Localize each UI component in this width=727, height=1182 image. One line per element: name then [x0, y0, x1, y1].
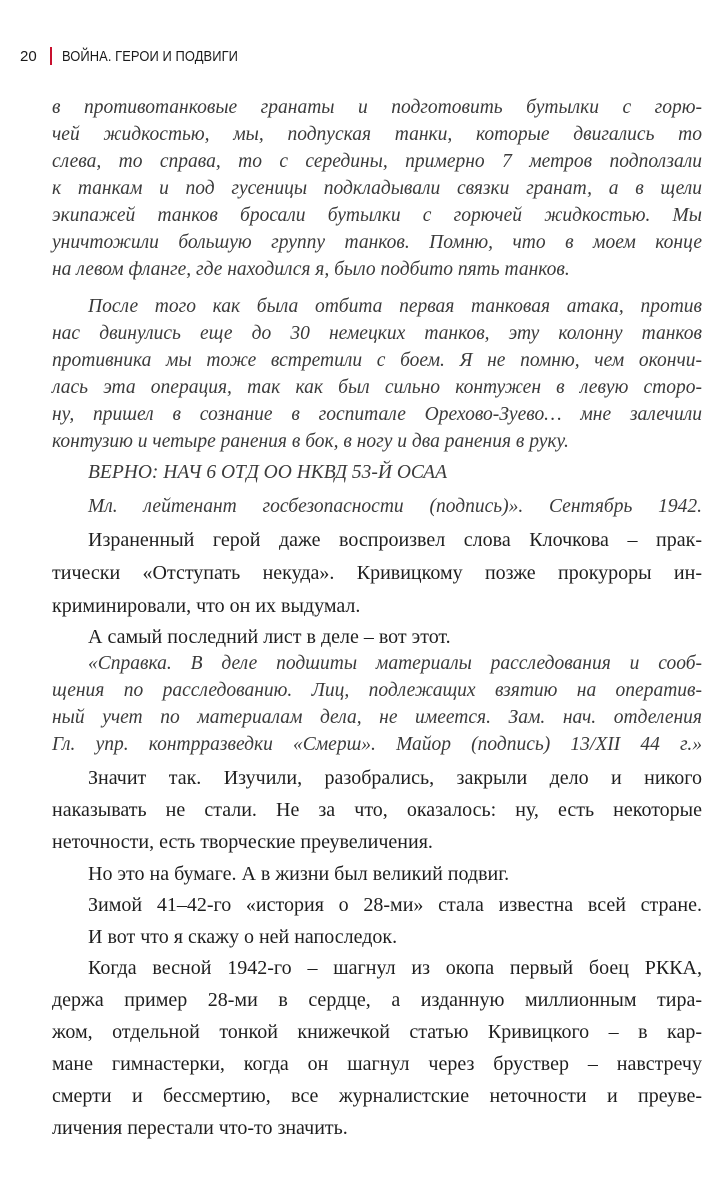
text-line: уничтожили большую группу танков. Помню, что в моем конце [52, 232, 702, 253]
text-line: неточности, есть творческие преувеличения. [52, 831, 433, 853]
text-line: Гл. упр. контрразведки «Смерш». Майор (подпись) 13/XII 44 г.» [52, 734, 702, 755]
text-line: жом, отдельной тонкой книжечкой статью Кривицкого – в кар- [52, 1021, 702, 1043]
text-line: ВЕРНО: НАЧ 6 ОТД ОО НКВД 53-Й ОСАА [88, 462, 448, 483]
text-line: И вот что я скажу о ней напоследок. [88, 926, 398, 948]
text-line: чей жидкостью, мы, подпуская танки, которые двигались то [52, 124, 702, 145]
text-line: слева, то справа, то с середины, примерно 7 метров подползали [52, 151, 702, 172]
running-header [20, 44, 266, 68]
text-line: к танкам и под гусеницы подкладывали связки гранат, а в щели [52, 178, 702, 199]
page-number: 20 [20, 47, 37, 65]
text-line: лась эта операция, так как был сильно контужен в левую сторо- [52, 377, 702, 398]
text-line: на левом фланге, где находился я, было подбито пять танков. [52, 259, 570, 280]
text-line: Израненный герой даже воспроизвел слова Клочкова – прак- [88, 529, 702, 551]
text-line: ну, пришел в сознание в госпитале Орехово-Зуево… мне залечили [52, 404, 702, 425]
text-line: противника мы тоже встретили с боем. Я не помню, чем окончи- [52, 350, 702, 371]
text-line: После того как была отбита первая танковая атака, против [88, 296, 702, 317]
header-divider [50, 47, 52, 65]
text-line: тически «Отступать некуда». Кривицкому позже прокуроры ин- [52, 562, 702, 584]
text-line: держа пример 28-ми в сердце, а изданную миллионным тира- [52, 989, 702, 1011]
text-line: личения перестали что-то значить. [52, 1117, 348, 1139]
text-line: экипажей танков бросали бутылки с горючей жидкостью. Мы [52, 205, 702, 226]
text-line: «Справка. В деле подшиты материалы расследования и сооб- [88, 653, 702, 674]
text-line: Но это на бумаге. А в жизни был великий подвиг. [88, 863, 510, 885]
text-line: Зимой 41–42-го «история о 28-ми» стала известна всей стране. [88, 894, 702, 916]
text-line: Мл. лейтенант госбезопасности (подпись)». Сентябрь 1942. [88, 496, 702, 517]
text-line: щения по расследованию. Лиц, подлежащих взятию на оператив- [52, 680, 702, 701]
running-title: ВОЙНА. ГЕРОИ И ПОДВИГИ [61, 47, 238, 65]
text-line: контузию и четыре ранения в бок, в ногу и два ранения в руку. [52, 431, 569, 452]
text-line: Когда весной 1942-го – шагнул из окопа первый боец РККА, [88, 957, 702, 979]
text-line: нас двинулись еще до 30 немецких танков, эту колонну танков [52, 323, 702, 344]
text-line: мане гимнастерки, когда он шагнул через бруствер – навстречу [52, 1053, 702, 1075]
text-line: в противотанковые гранаты и подготовить бутылки с горю- [52, 97, 702, 118]
text-line: криминировали, что он их выдумал. [52, 595, 361, 617]
text-line: Значит так. Изучили, разобрались, закрыли дело и никого [88, 767, 702, 789]
text-line: наказывать не стали. Не за что, оказалось: ну, есть некоторые [52, 799, 702, 821]
text-line: ный учет по материалам дела, не имеется. Зам. нач. отделения [52, 707, 702, 728]
text-line: А самый последний лист в деле – вот этот. [88, 626, 451, 648]
text-line: смерти и бессмертию, все журналистские неточности и преуве- [52, 1085, 702, 1107]
